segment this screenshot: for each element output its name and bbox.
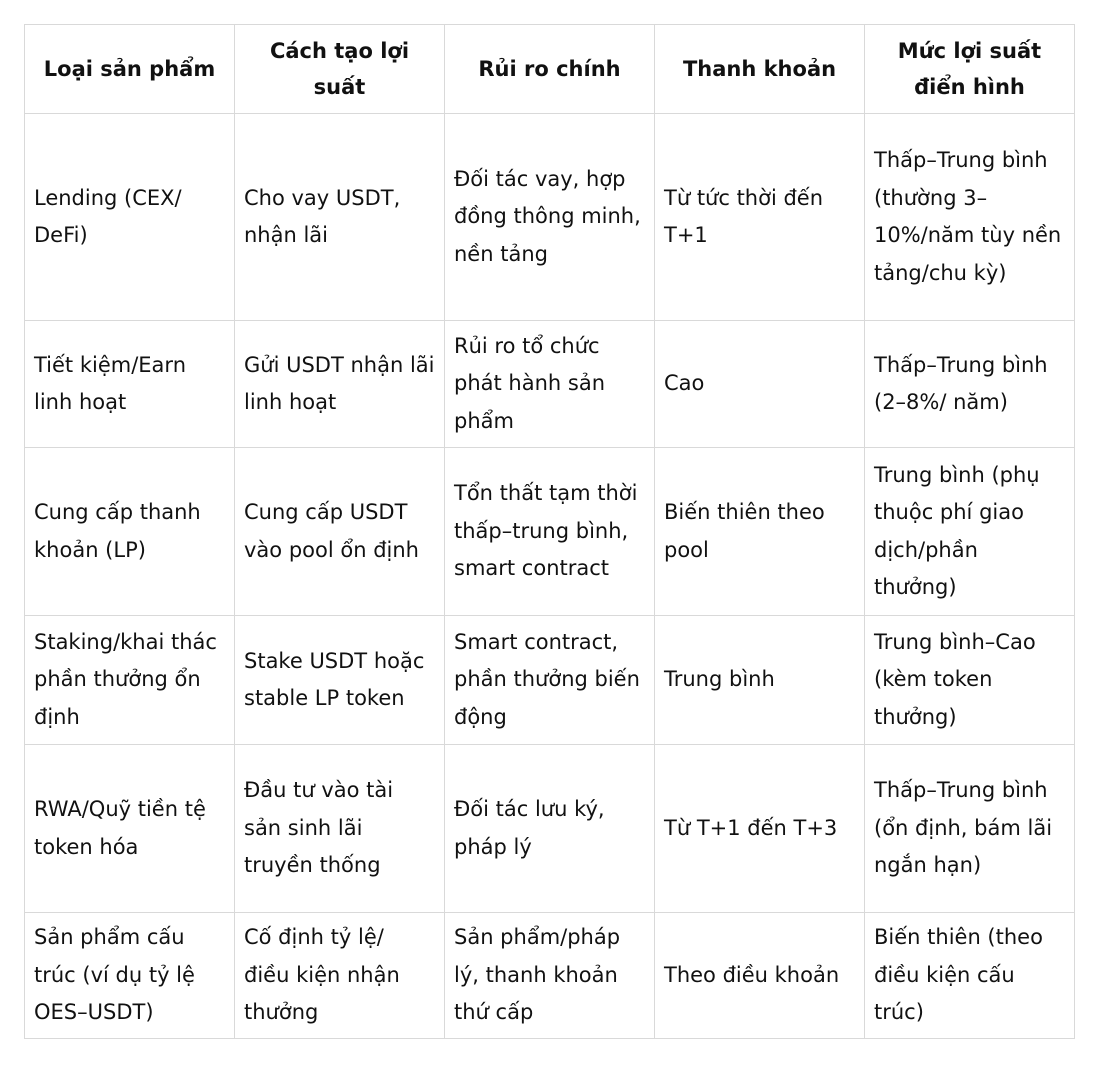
table-header-row (25, 25, 1075, 114)
cell-typical-yield: Trung bình–Cao (kèm token thưởng) (865, 616, 1075, 745)
cell-liquidity: Biến thiên theo pool (655, 448, 865, 616)
header-liquidity: Thanh khoản (655, 25, 865, 114)
table-row (25, 616, 1075, 745)
cell-liquidity: Trung bình (655, 616, 865, 745)
cell-typical-yield: Thấp–Trung bình (thường 3–10%/năm tùy nền tảng/chu kỳ) (865, 114, 1075, 321)
header-main-risk: Rủi ro chính (445, 25, 655, 114)
table-row (25, 321, 1075, 448)
cell-product-type: Cung cấp thanh khoản (LP) (25, 448, 235, 616)
cell-liquidity: Từ T+1 đến T+3 (655, 745, 865, 913)
cell-typical-yield: Trung bình (phụ thuộc phí giao dịch/phần thưởng) (865, 448, 1075, 616)
cell-typical-yield: Thấp–Trung bình (2–8%/ năm) (865, 321, 1075, 448)
table-row (25, 913, 1075, 1039)
cell-main-risk: Sản phẩm/pháp lý, thanh khoản thứ cấp (445, 913, 655, 1039)
cell-main-risk: Smart contract, phần thưởng biến động (445, 616, 655, 745)
cell-typical-yield: Biến thiên (theo điều kiện cấu trúc) (865, 913, 1075, 1039)
cell-typical-yield: Thấp–Trung bình (ổn định, bám lãi ngắn hạn) (865, 745, 1075, 913)
cell-product-type: Sản phẩm cấu trúc (ví dụ tỷ lệ OES–USDT) (25, 913, 235, 1039)
cell-yield-method: Cho vay USDT, nhận lãi (235, 114, 445, 321)
cell-yield-method: Stake USDT hoặc stable LP token (235, 616, 445, 745)
comparison-table-container (24, 24, 1074, 1039)
table-row (25, 114, 1075, 321)
cell-yield-method: Cung cấp USDT vào pool ổn định (235, 448, 445, 616)
cell-main-risk: Rủi ro tổ chức phát hành sản phẩm (445, 321, 655, 448)
cell-yield-method: Đầu tư vào tài sản sinh lãi truyền thống (235, 745, 445, 913)
cell-main-risk: Tổn thất tạm thời thấp–trung bình, smart contract (445, 448, 655, 616)
cell-liquidity: Theo điều khoản (655, 913, 865, 1039)
cell-yield-method: Gửi USDT nhận lãi linh hoạt (235, 321, 445, 448)
cell-main-risk: Đối tác lưu ký, pháp lý (445, 745, 655, 913)
cell-main-risk: Đối tác vay, hợp đồng thông minh, nền tảng (445, 114, 655, 321)
cell-liquidity: Từ tức thời đến T+1 (655, 114, 865, 321)
cell-product-type: Lending (CEX/ DeFi) (25, 114, 235, 321)
cell-product-type: Tiết kiệm/Earn linh hoạt (25, 321, 235, 448)
header-product-type: Loại sản phẩm (25, 25, 235, 114)
cell-yield-method: Cố định tỷ lệ/ điều kiện nhận thưởng (235, 913, 445, 1039)
table-row (25, 448, 1075, 616)
table-row (25, 745, 1075, 913)
header-typical-yield: Mức lợi suất điển hình (865, 25, 1075, 114)
usdt-yield-products-table (24, 24, 1075, 1039)
cell-product-type: Staking/khai thác phần thưởng ổn định (25, 616, 235, 745)
cell-liquidity: Cao (655, 321, 865, 448)
cell-product-type: RWA/Quỹ tiền tệ token hóa (25, 745, 235, 913)
header-yield-method: Cách tạo lợi suất (235, 25, 445, 114)
